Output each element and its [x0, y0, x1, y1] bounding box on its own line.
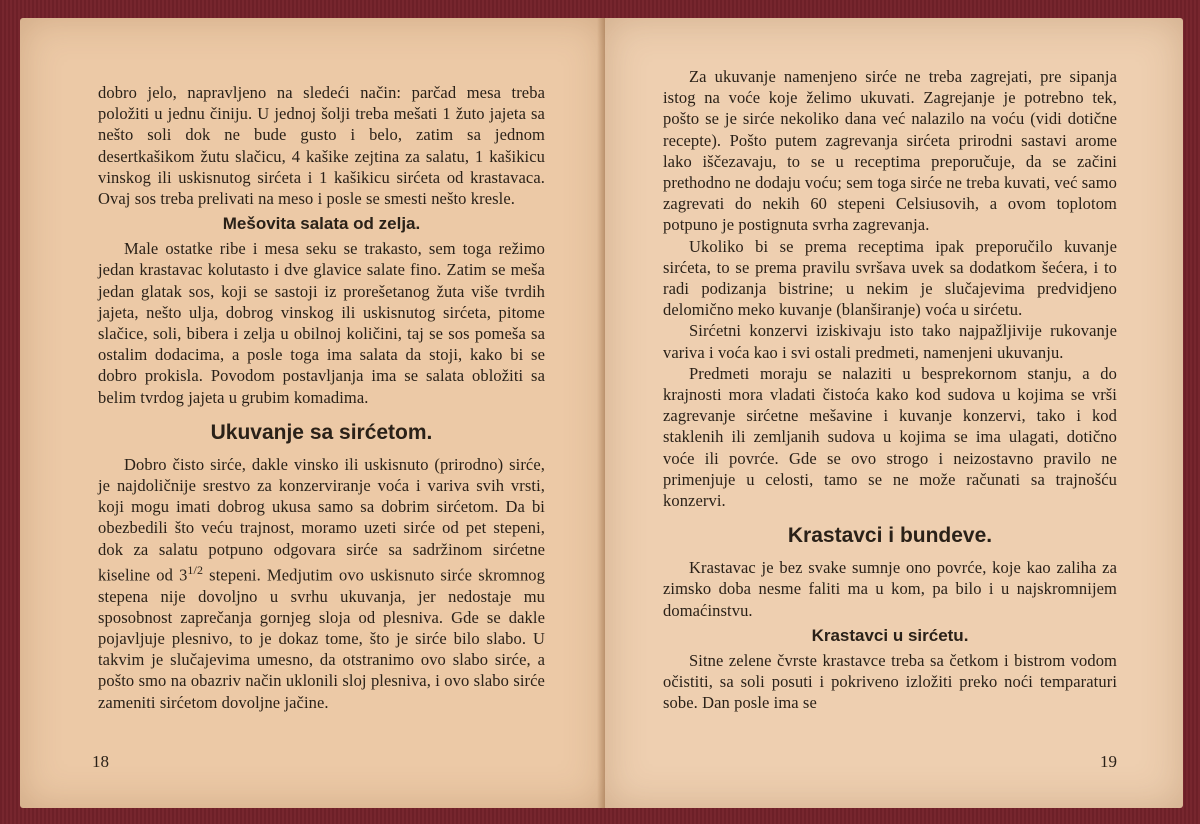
- fraction-one-half: 1/2: [187, 562, 204, 577]
- left-paragraph-3a: Dobro čisto sirće, dakle vinsko ili uskisnuto (prirodno) sirće, je najdoličnije srestvo za konzerviranje voća i variva svih vrsti, koji mogu imati dobrog ukusa samo sa dobrim sirćetom. Da bi obezbedili što veću trajnost, moramo uzeti sirće od pet stepeni, dok za salatu potpuno odgovara sirće sa sadržinom sirćetne kiseline od 3: [98, 454, 545, 585]
- right-paragraph-5: Krastavac je bez svake sumnje ono povrće, koje kao zaliha za zimsko doba nesme faliti ma u kom, pa bilo i u najskromnijem domaćinstvu.: [663, 558, 1117, 620]
- right-heading-cucumbers-pumpkins: Krastavci i bundeve.: [787, 524, 993, 548]
- left-paragraph-3b: stepeni. Medjutim ovo uskisnuto sirće skromnog stepena nije dovoljno u svrhu ukuvanja, jer nedostaje mu sposobnost zaprečanja gornjeg sloja od plesniva. Gde se dakle pojavljuje plesnivo, to je dokaz tome, što je sirće bilo slabo. U takvim je slučajevima umesno, da otstranimo ovo slabo sirće, a pošto smo na obazriv način uklonili sloj plesniva, i ovo slabo sirće zameniti sirćetom dovoljne jačine.: [98, 565, 545, 712]
- left-heading-mixed-salad: Mešovita salata od zelja.: [222, 214, 421, 234]
- right-page-number: 19: [1100, 752, 1117, 771]
- right-paragraph-1: Za ukuvanje namenjeno sirće ne treba zagrejati, pre sipanja istog na voće koje želimo ukuvati. Zagrejanje je potrebno tek, pošto se je sirće nekoliko dana već nalazilo na voću (vidi dotične recepte). Pošto putem zagrevanja sirćeta prirodni sastavi arome lako iščezavaju, to se u receptima preporučuje, da se začini prethodno ne dodaju voću; sem toga sirće ne treba kuvati, već samo zagrevati do nekih 60 stepeni Celsiusovih, a ovom toplotom potpuno je postignuta svrha zagrevanja.: [663, 67, 1117, 235]
- right-paragraph-2: Ukoliko bi se prema receptima ipak preporučilo kuvanje sirćeta, to se prema pravilu svršava uvek sa dodatkom šećera, i to radi podizanja bistrine; u nekim je slučajevima predvidjeno delomično meko kuvanje (blanširanje) voća u sirćetu.: [663, 236, 1117, 320]
- left-paragraph-3: [98, 454, 545, 713]
- right-heading-cucumbers-vinegar: Krastavci u sirćetu.: [811, 625, 969, 645]
- left-page: [20, 18, 605, 808]
- right-paragraph-4: Predmeti moraju se nalaziti u besprekornom stanju, a do krajnosti mora vladati čistoća kako kod sudova u kojima se vrši zagrevanje sirćetne mešavine i kuvanje konzervi, tako i kod staklenih ili zemljanih sudova u kojima se ima ulagati, dotično voće ili povrće. Gde se ovo strogo i neizostavno pravilo ne primenjuje u celosti, tamo se ne može računati sa trajnošću konzervi.: [663, 363, 1117, 511]
- right-paragraph-3: Sirćetni konzervi iziskivaju isto tako najpažljivije rukovanje variva i voća kao i svi ostali predmeti, namenjeni ukuvanju.: [663, 321, 1117, 362]
- left-heading-vinegar-preserving: Ukuvanje sa sirćetom.: [210, 420, 433, 444]
- left-page-number: 18: [92, 752, 109, 771]
- right-paragraph-6: Sitne zelene čvrste krastavce treba sa četkom i bistrom vodom očistiti, sa soli posuti i pokriveno izložiti preko noći temparaturi sobe. Dan posle ima se: [663, 650, 1117, 713]
- left-paragraph-2: Male ostatke ribe i mesa seku se trakasto, sem toga režimo jedan krastavac kolutasto i dve glavice salate fino. Zatim se meša jedan glatak sos, koji se sastoji iz prorešetanog žuta više tvrdih jajeta, nešto ulja, dobrog vinskog ili uskisnutog sirćeta, pitome slačice, soli, bibera i zelja u obilnoj količini, taj se sos pomeša sa ostalim dodacima, a posle toga ima salata da stoji, kako bi se dobro prokisla. Povodom postavljanja ima se salata obložiti sa belim tvrdog jajeta u grubim komadima.: [98, 239, 545, 407]
- left-paragraph-1: dobro jelo, napravljeno na sledeći način: parčad mesa treba položiti u jednu činiju. U jednoj šolji treba mešati 1 žuto jajeta sa nešto soli dok ne bude gusto i belo, zatim sa jednom desertkašikom žutu slačicu, 4 kašike zejtina za salatu, 1 kašikicu vinskog ili uskisnutog sirćeta i 1 kašikicu sirćeta od krastavaca. Ovaj sos treba prelivati na meso i posle se smesti nešto kresle.: [98, 83, 545, 209]
- right-page: [605, 18, 1183, 808]
